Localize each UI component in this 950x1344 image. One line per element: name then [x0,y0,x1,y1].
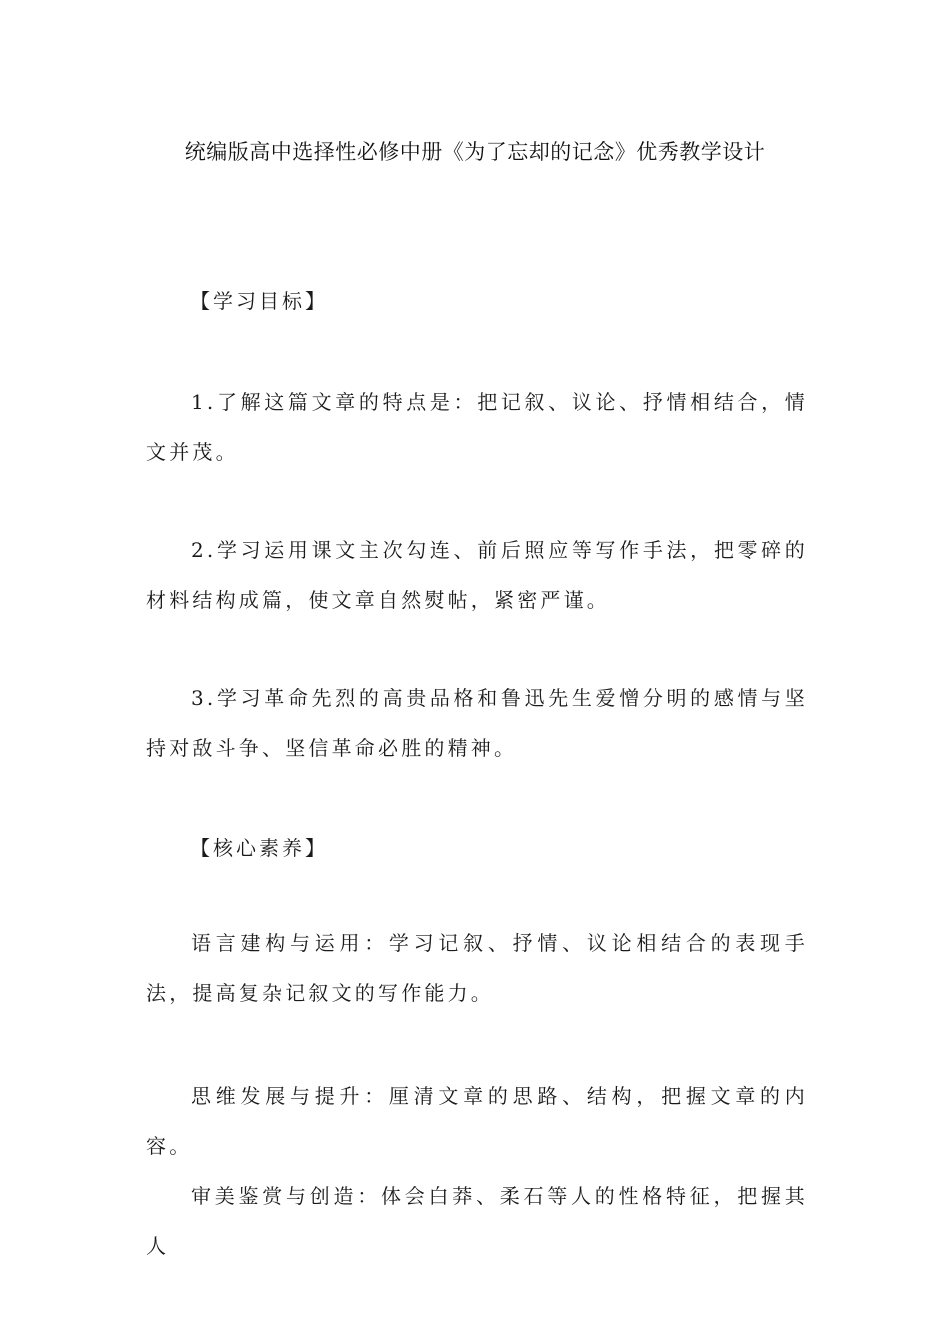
objective-paragraph-2: 2.学习运用课文主次勾连、前后照应等写作手法，把零碎的材料结构成篇，使文章自然熨帖，紧密严谨。 [146,538,808,612]
section-heading-objectives: 【学习目标】 [190,289,328,313]
core-paragraph-aesthetics: 审美鉴赏与创造：体会白莽、柔石等人的性格特征，把握其人 [146,1184,808,1258]
core-paragraph-thinking: 思维发展与提升：厘清文章的思路、结构，把握文章的内容。 [146,1084,808,1158]
section-heading-core-literacy: 【核心素养】 [190,836,328,860]
core-paragraph-language: 语言建构与运用：学习记叙、抒情、议论相结合的表现手法，提高复杂记叙文的写作能力。 [146,931,808,1005]
document-title: 统编版高中选择性必修中册《为了忘却的记念》优秀教学设计 [184,140,766,164]
objective-paragraph-1: 1.了解这篇文章的特点是：把记叙、议论、抒情相结合，情文并茂。 [146,390,808,464]
objective-paragraph-3: 3.学习革命先烈的高贵品格和鲁迅先生爱憎分明的感情与坚持对敌斗争、坚信革命必胜的精神。 [146,686,808,760]
